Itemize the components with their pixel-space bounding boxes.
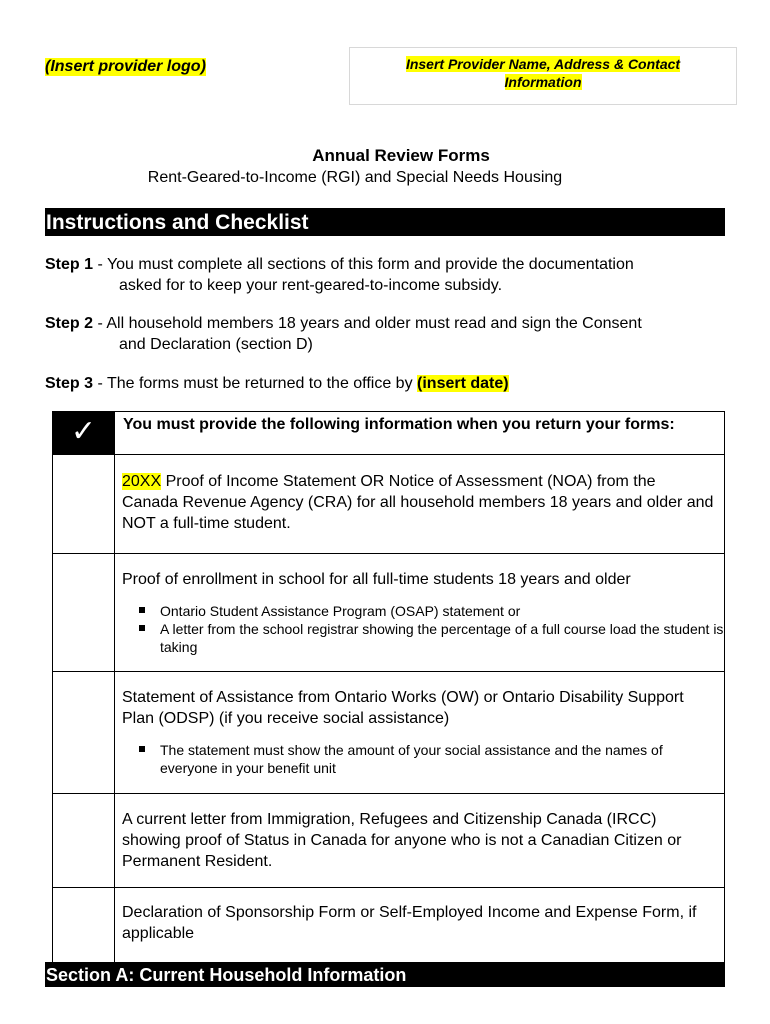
checklist-row	[53, 554, 725, 672]
step-label: Step 1	[45, 256, 94, 273]
provider-contact-line-2: Information	[504, 74, 582, 90]
step-text-continued: and Declaration (section D)	[119, 336, 313, 353]
step-text: - You must complete all sections of this form and provide the documentation	[93, 256, 634, 273]
checkbox-cell[interactable]	[53, 455, 115, 554]
checklist-item-text: 20XX Proof of Income Statement OR Notice of Assessment (NOA) from the Canada Revenue Agency (CRA) for all household members 18 years and older and NOT a full-time student.	[122, 473, 714, 532]
section-heading-instructions: Instructions and Checklist	[45, 208, 725, 236]
step-label: Step 2	[45, 315, 94, 332]
bullet-item: A letter from the school registrar showing the percentage of a full course load the student is taking	[115, 620, 724, 656]
step-text: - All household members 18 years and older must read and sign the Consent	[93, 315, 642, 332]
step-text: - The forms must be returned to the office by	[93, 375, 418, 392]
checklist-item-bullets	[115, 741, 724, 777]
bullet-item: Ontario Student Assistance Program (OSAP) statement or	[115, 602, 724, 620]
bullet-item: The statement must show the amount of your social assistance and the names of everyone in your benefit unit	[115, 741, 724, 777]
document-checklist	[52, 411, 725, 964]
step-label: Step 3	[45, 375, 94, 392]
provider-logo-placeholder: (Insert provider logo)	[45, 58, 206, 75]
checklist-item-text: Declaration of Sponsorship Form or Self-Employed Income and Expense Form, if applicable	[122, 904, 697, 942]
checkbox-cell[interactable]	[53, 672, 115, 794]
checklist-header: You must provide the following information when you return your forms:	[123, 416, 675, 433]
checklist-item-bullets	[115, 602, 724, 656]
year-placeholder: 20XX	[122, 473, 162, 490]
checkbox-cell[interactable]	[53, 888, 115, 964]
document-title: Annual Review Forms	[312, 146, 490, 165]
provider-contact-box	[349, 47, 737, 105]
section-heading-household: Section A: Current Household Information	[45, 962, 725, 987]
step-1	[45, 254, 725, 296]
checkbox-cell[interactable]	[53, 794, 115, 888]
document-subtitle: Rent-Geared-to-Income (RGI) and Special Needs Housing	[147, 169, 563, 186]
checkbox-cell[interactable]	[53, 554, 115, 672]
checklist-row	[53, 794, 725, 888]
return-date-placeholder: (insert date)	[417, 375, 509, 392]
checklist-item-text: A current letter from Immigration, Refugees and Citizenship Canada (IRCC) showing proof of Status in Canada for anyone who is not a Canadian Citizen or Permanent Resident.	[122, 811, 682, 870]
checklist-row	[53, 888, 725, 964]
checklist-item-text: Proof of enrollment in school for all full-time students 18 years and older	[122, 571, 631, 588]
step-3	[45, 373, 725, 394]
checklist-item-text: Statement of Assistance from Ontario Works (OW) or Ontario Disability Support Plan (ODSP) (if you receive social assistance)	[122, 689, 684, 727]
step-2	[45, 313, 725, 355]
checklist-row	[53, 672, 725, 794]
checkmark-icon: ✓	[53, 412, 115, 455]
step-text-continued: asked for to keep your rent-geared-to-income subsidy.	[119, 277, 503, 294]
checklist-row	[53, 455, 725, 554]
provider-contact-line-1: Insert Provider Name, Address & Contact	[405, 56, 681, 72]
